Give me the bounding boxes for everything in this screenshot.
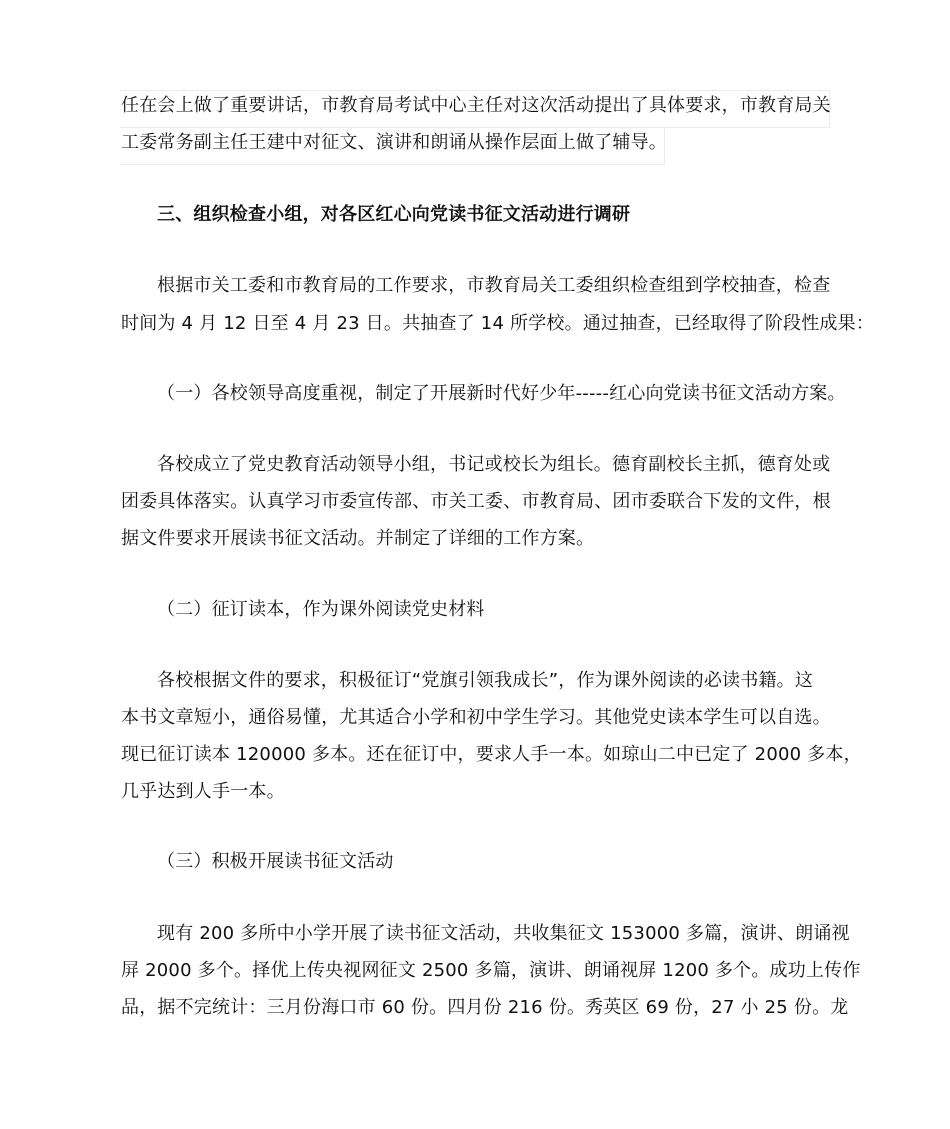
paragraph-line: 团委具体落实。认真学习市委宣传部、市关工委、市教育局、团市委联合下发的文件，根 <box>121 491 831 512</box>
intro-line: 工委常务副主任王建中对征文、演讲和朗诵从操作层面上做了辅导。 <box>121 132 667 153</box>
paragraph-line: 屏 2000 多个。择优上传央视网征文 2500 多篇，演讲、朗诵视屏 1200 多个。成功上传作 <box>121 960 861 981</box>
paragraph-line: 现有 200 多所中小学开展了读书征文活动，共收集征文 153000 多篇，演讲、朗诵视 <box>157 923 850 944</box>
paragraph-line: 现已征订读本 120000 多本。还在征订中，要求人手一本。如琼山二中已定了 2000 多本， <box>121 744 862 765</box>
section-heading: 三、组织检查小组，对各区红心向党读书征文活动进行调研 <box>157 204 631 225</box>
paragraph-line: 各校成立了党史教育活动领导小组，书记或校长为组长。德育副校长主抓，德育处或 <box>157 454 831 475</box>
subsection-heading: （二）征订读本，作为课外阅读党史材料 <box>157 599 485 620</box>
paragraph-line: 品，据不完统计：三月份海口市 60 份。四月份 216 份。秀英区 69 份，27 小 25 份。龙 <box>121 997 849 1018</box>
paragraph-line: 时间为 4 月 12 日至 4 月 23 日。共抽查了 14 所学校。通过抽查，已经取得了阶段性成果： <box>121 313 875 334</box>
paragraph-line: 各校根据文件的要求，积极征订“党旗引领我成长”，作为课外阅读的必读书籍。这 <box>157 670 814 691</box>
paragraph-line: 本书文章短小，通俗易懂，尤其适合小学和初中学生学习。其他党史读本学生可以自选。 <box>121 707 831 728</box>
subsection-heading: （一）各校领导高度重视，制定了开展新时代好少年-----红心向党读书征文活动方案。 <box>157 383 846 404</box>
intro-line: 任在会上做了重要讲话，市教育局考试中心主任对这次活动提出了具体要求，市教育局关 <box>121 95 831 116</box>
paragraph-line: 几乎达到人手一本。 <box>121 781 285 802</box>
paragraph-line: 据文件要求开展读书征文活动。并制定了详细的工作方案。 <box>121 528 595 549</box>
paragraph-line: 根据市关工委和市教育局的工作要求，市教育局关工委组织检查组到学校抽查，检查 <box>157 275 831 296</box>
subsection-heading: （三）积极开展读书征文活动 <box>157 851 394 872</box>
